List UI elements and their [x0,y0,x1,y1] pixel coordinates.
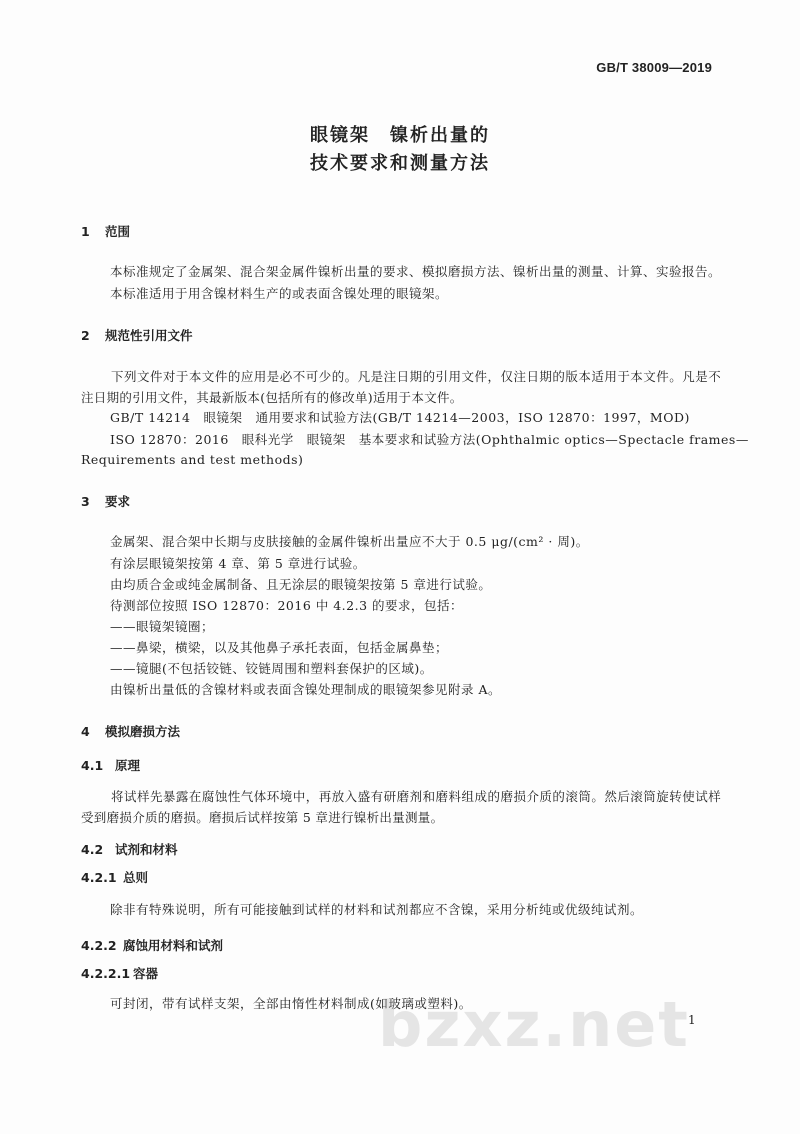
standard-code: GB/T 38009—2019 [596,60,712,75]
section-1-para-2: 本标准适用于用含镍材料生产的或表面含镍处理的眼镜架。 [110,286,449,301]
section-2-para-1: 下列文件对于本文件的应用是必不可少的。凡是注日期的引用文件，仅注日期的版本适用于本文件。凡是不注日期的引用文件，其最新版本(包括所有的修改单)适用于本文件。 [81,369,721,405]
section-number: 4.2.1 [81,870,117,885]
section-4-2-2-heading [81,936,223,954]
section-title: 试剂和材料 [115,842,178,857]
normative-reference-1: GB/T 14214 眼镜架 通用要求和试验方法(GB/T 14214—2003，ISO 12870：1997，MOD) [110,410,690,425]
section-number: 3 [81,494,90,509]
title-line-2: 技术要求和测量方法 [310,153,490,174]
requirement-line-5: 由镍析出量低的含镍材料或表面含镍处理制成的眼镜架参见附录 A。 [110,682,502,697]
section-number: 4 [81,724,90,739]
section-4-1-para: 将试样先暴露在腐蚀性气体环境中，再放入盛有研磨剂和磨料组成的磨损介质的滚筒。然后滚筒旋转使试样受到磨损介质的磨损。磨损后试样按第 5 章进行镍析出量测量。 [81,789,721,825]
section-title: 范围 [105,224,131,239]
document-title [0,122,800,178]
section-number: 4.2.2 [81,938,117,953]
section-1-para-1: 本标准规定了金属架、混合架金属件镍析出量的要求、模拟磨损方法、镍析出量的测量、计算、实验报告。 [110,264,722,279]
section-number: 4.2.2.1 [81,966,131,981]
section-title: 模拟磨损方法 [105,724,181,739]
section-title: 腐蚀用材料和试剂 [123,938,224,953]
section-number: 2 [81,328,90,343]
section-4-2-1-para: 除非有特殊说明，所有可能接触到试样的材料和试剂都应不含镍，采用分析纯或优级纯试剂。 [110,902,644,917]
section-title: 要求 [105,494,131,509]
section-title: 原理 [115,758,141,773]
section-4-2-2-1-para: 可封闭，带有试样支架，全部由惰性材料制成(如玻璃或塑料)。 [110,996,472,1011]
title-line-1: 眼镜架 镍析出量的 [310,125,490,146]
normative-reference-2-line-1: ISO 12870：2016 眼科光学 眼镜架 基本要求和试验方法(Ophthalmic optics—Spectacle frames— [110,432,749,447]
section-number: 4.2 [81,842,104,857]
requirement-line-2: 有涂层眼镜架按第 4 章、第 5 章进行试验。 [110,556,366,571]
requirement-list-item-2: ——鼻梁，横梁，以及其他鼻子承托表面，包括金属鼻垫； [110,640,449,655]
watermark-text: bzxz.net [378,988,690,1061]
section-4-2-heading [81,840,178,858]
section-title: 总则 [123,870,149,885]
requirement-line-3: 由均质合金或纯金属制备、且无涂层的眼镜架按第 5 章进行试验。 [110,577,492,592]
section-4-2-2-1-heading [81,964,158,982]
requirement-list-item-1: ——眼镜架镜圈； [110,619,215,634]
section-title: 规范性引用文件 [105,328,193,343]
section-number: 4.1 [81,758,104,773]
section-2-heading [81,326,193,344]
section-number: 1 [81,224,90,239]
page-number: 1 [688,1013,696,1027]
requirement-line-1: 金属架、混合架中长期与皮肤接触的金属件镍析出量应不大于 0.5 μg/(cm² · 周)。 [110,534,589,549]
normative-reference-2-line-2: Requirements and test methods) [81,452,304,467]
requirement-line-4: 待测部位按照 ISO 12870：2016 中 4.2.3 的要求，包括： [110,598,463,613]
section-title: 容器 [133,966,159,981]
section-4-2-1-heading [81,868,148,886]
section-1-heading [81,222,130,240]
section-4-heading [81,722,180,740]
requirement-list-item-3: ——镜腿(不包括铰链、铰链周围和塑料套保护的区域)。 [110,661,433,676]
section-4-1-heading [81,756,140,774]
section-3-heading [81,492,130,510]
